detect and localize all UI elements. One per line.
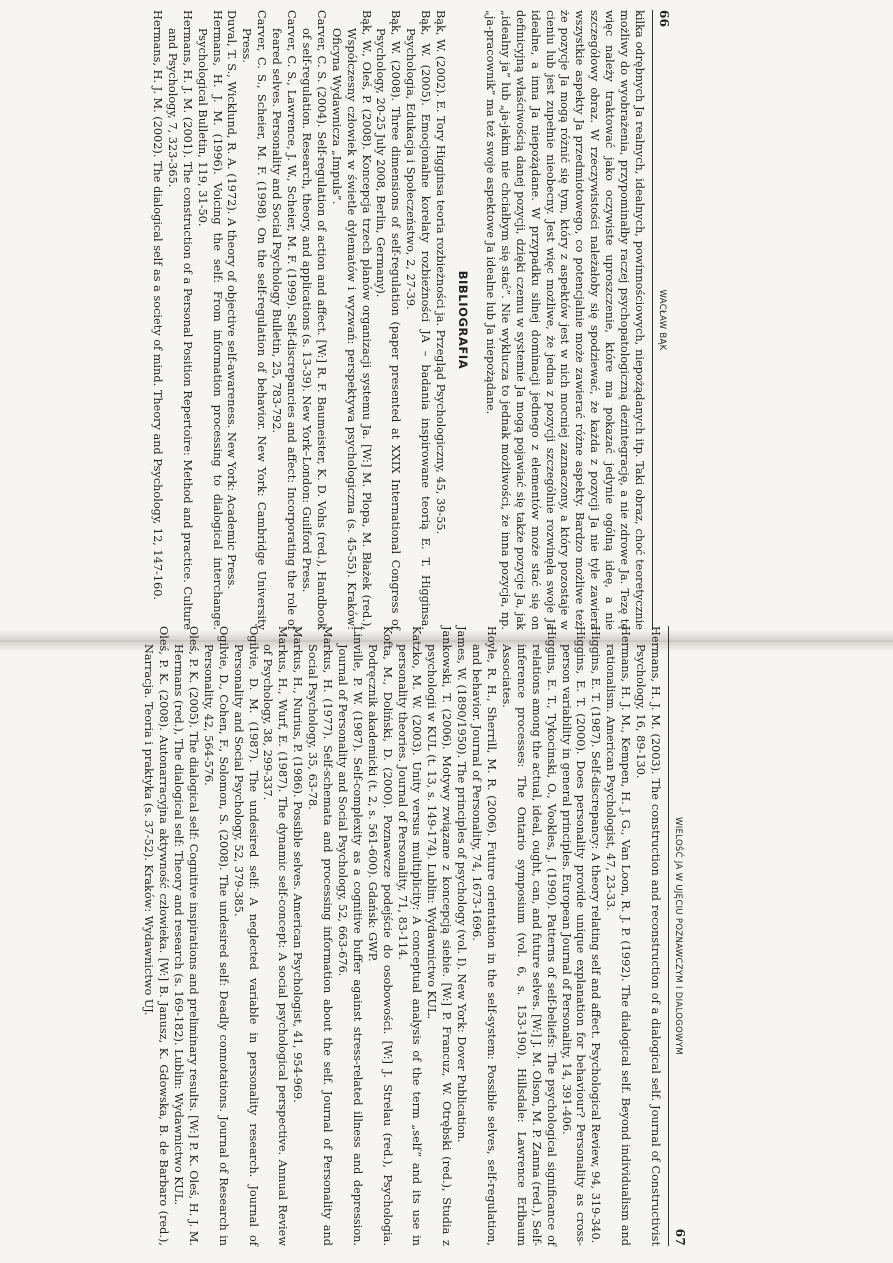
reference-item: Bąk, W. (2002). E. Tory Higginsa teoria rozbieżności ja. Przegląd Psychologiczny, 45, 39-55. [434, 10, 448, 535]
page-number: 66 [657, 10, 671, 28]
reference-item: Katzko, M. W. (2003). Unity versus multiplicity: A conceptual analysis of the term „self” and its use in personality theories. Journal of Personality, 71, 83-114. [395, 626, 424, 1246]
reference-item: Bąk, W. (2008). Three dimensions of self-regulation (paper presented at XXIX International Congress of Psychology, 20-25 July 2008, Berlin, Germany). [374, 10, 403, 630]
reference-item: Linville, P. W. (1987). Self-complexity as a cognitive buffer against stress-related illness and depression. Journal of Personality and Social Psychology, 52, 663-676. [335, 626, 364, 1246]
reference-item: Jankowski, T. (2006). Motywy związane z koncepcją siebie. [W:] P. Francuz, W. Otrębski (red.), Studia z psychologii w KUL (t. 13, s. 149-174). Lublin: Wydawnictwo KUL. [425, 626, 454, 1246]
reference-item: Hermans, H. J. M. (2003). The construction and reconstruction of a dialogical self. Journal of Constructivist Psychology, 16, 89-130. [634, 626, 662, 1246]
running-head [652, 10, 671, 630]
reference-item: Higgins, E. T., Tykocinski, O., Vookles, J. (1990). Patterns of self-beliefs: The psychological significance of relations among the actual, ideal, ought, can, and future selves. [W:] J. M. Olson, M. P. Zanna (red.), Self-inference processes: The Ontario symposium (vol. 6, s. 153-190). Hillsdale: Lawrence Erlbaum Associates. [499, 626, 558, 1246]
running-head [668, 626, 687, 1246]
reference-item: Hermans, H. J. M. (2001). The construction of a Personal Position Repertoire: Method and practice. Culture and Psychology, 7, 323-365. [165, 10, 194, 630]
reference-item: Bąk, W. (2005). Emocjonalne korelaty rozbieżności JA – badania inspirowane teorią E. T. Higginsa. Psychologia, Edukacja i Społeczeństwo, 2, 27-39. [404, 10, 433, 630]
reference-item: Higgins, E. T. (2000). Does personality provide unique explanation for behaviour? Personality as cross-person variability in general principles. European Journal of Personality, 14, 391-406. [559, 626, 588, 1246]
reference-item: Hermans, H. J. M. (1996). Voicing the self: From information processing to dialogical interchange. Psychological Bulletin, 119, 31-50. [195, 10, 224, 630]
reference-item: Bąk, W., Oleś, P. (2008). Koncepcja trzech planów organizacji systemu Ja. [W:] M. Plopa, M. Błażek (red.), Współczesny człowiek w świetle dylematów i wyzwań: perspektywa psychologiczna (s. 45-55). Kraków: Oficyna Wydawnicza „Impuls”. [329, 10, 373, 630]
reference-item: James, W. (1890/1950). The principles of psychology (vol. I). New York: Dover Publication. [455, 626, 469, 1143]
reference-item: Duval, T. S., Wicklund, R. A. (1972). A theory of objective self-awareness. New York: Academic Press. [225, 10, 239, 589]
reference-list [149, 10, 447, 630]
page-66 [150, 10, 671, 630]
reference-item: Carver, C. S., Scheier, M. F. (1998). On the self-regulation of behavior. New York: Cambridge University Press. [240, 10, 269, 630]
reference-item: Ogilvie, D., Cohen, F., Solomon, S. (2008). The undesired self: Deadly connotations. Journal of Research in Personality, 42, 564-576. [201, 626, 230, 1246]
running-head-title: WIELOŚĆ JA W UJĘCIU POZNAWCZYM I DIALOGOWYM [673, 817, 683, 1055]
reference-item: Kofta, M., Doliński, D. (2000). Poznawcze podejście do osobowości. [W:] J. Strelau (red.), Psychologia. Podręcznik akademicki (t. 2, s. 561-600). Gdańsk: GWP. [365, 626, 394, 1246]
reference-item: Markus, H. (1977). Self-schemata and processing information about the self. Journal of Personality and Social Psychology, 35, 63-78. [306, 626, 335, 1246]
reference-item: Markus, H., Nurius, P. (1986). Possible selves. American Psychologist, 41, 954-969. [291, 626, 305, 1103]
reference-list [140, 626, 662, 1246]
reference-item: Ogilvie, D. M. (1987). The undesired self: A neglected variable in personality research. Journal of Personality and Social Psychology, 52, 379-385. [231, 626, 260, 1246]
section-title: BIBLIOGRAFIA [456, 270, 471, 370]
reference-item: Markus, H., Wurf, E. (1987). The dynamic self-concept: A social psychological perspective. Annual Review of Psychology, 38, 299-337. [261, 626, 290, 1246]
reference-item: Carver, C. S., Lawrence, J. W., Scheier, M. F. (1999). Self-discrepancies and affect: Incorporating the role of feared selves. Personality and Social Psychology Bulletin, 25, 783-792. [270, 10, 299, 630]
paragraph: kilka odrębnych Ja realnych, idealnych, powinnościowych, niepożądanych itp. Taki obraz, choć teoretycznie możliwy do wyobrażenia, przypominałby raczej psychopatologiczną dezintegrację, a nie zdrowe Ja. Tezę tę więc należy traktować jako oczywiste uproszczenie, które ma pokazać jedynie ogólną ideę, a nie szczegółowy obraz. W rzeczywistości należałoby się spodziewać, że każda z pozycji Ja nie tyle zawiera wszystkie aspekty Ja przedmiotowego, co potencjalnie może zawierać różne aspekty. Bardzo możliwe też, że pozycje Ja mogą różnić się tym, który z aspektów jest w nich mocniej zaznaczony, a który pozostaje w cieniu lub jest zupełnie nieobecny. Jest więc możliwe, że jedna z pozycji szczególnie rozwinęła swoje Ja idealne, a inna Ja niepożądane. W przypadku silnej dominacji jednego z elementów może stać się on definicyjną właściwością danej pozycji, dzięki czemu w systemie Ja mogą pojawiać się także pozycje Ja, jak „idealny ja” lub „ja-jakim nie chciałbym się stać”. Nie wyklucza to jednak możliwości, że inna pozycja, np. „ja-pracownik” ma też swoje aspektowe Ja idealne lub Ja niepożądane. [483, 10, 646, 630]
running-head-title: WACŁAW BĄK [657, 289, 667, 351]
reference-item: Higgins, E. T. (1987). Self-discrepancy: A theory relating self and affect. Psychological Review, 94, 319-340. [589, 626, 603, 1244]
reference-item: Hermans, H. J. M., Kempen, H. J. G., Van Loon, R. J. P. (1992). The dialogical self. Beyond individualism and rationalism. American Psychologist, 47, 23-33. [604, 626, 633, 1246]
reference-item: Oleś, P. K. (2005). The dialogical self: Cognitive inspirations and preliminary results. [W:] P. K. Oleś, H. J. M. Hermans (red.), The dialogical self: Theory and research (s. 169-182). Lublin: Wydawnictwo KUL. [172, 626, 200, 1246]
reference-item: Hoyle, R. H., Sherrill, M. R. (2006). Future orientation in the self-system: Possible selves, self-regulation, and behavior. Journal of Personality, 74, 1673-1696. [470, 626, 499, 1246]
page-number: 67 [673, 1228, 687, 1246]
reference-item: Hermans, H. J. M. (2002). The dialogical self as a society of mind. Theory and Psychology, 12, 147-160. [150, 10, 164, 601]
reference-item: Carver, C. S. (2004). Self-regulation of action and affect. [W:] R. F. Baumeister, K. D. Vohs (red.), Handbook of self-regulation. Research, theory, and applications (s. 13-39). New York–London: Guilford Press. [299, 10, 328, 630]
body-text [482, 10, 646, 630]
page-67 [142, 626, 687, 1246]
reference-item: Oleś, P. K. (2008). Autonarracyjna aktywność człowieka. [W:] B. Janusz, K. Gdowska, B. de Barbaro (red.), Narracja. Teoria i praktyka (s. 37-52). Kraków: Wydawnictwo UJ. [142, 626, 171, 1246]
